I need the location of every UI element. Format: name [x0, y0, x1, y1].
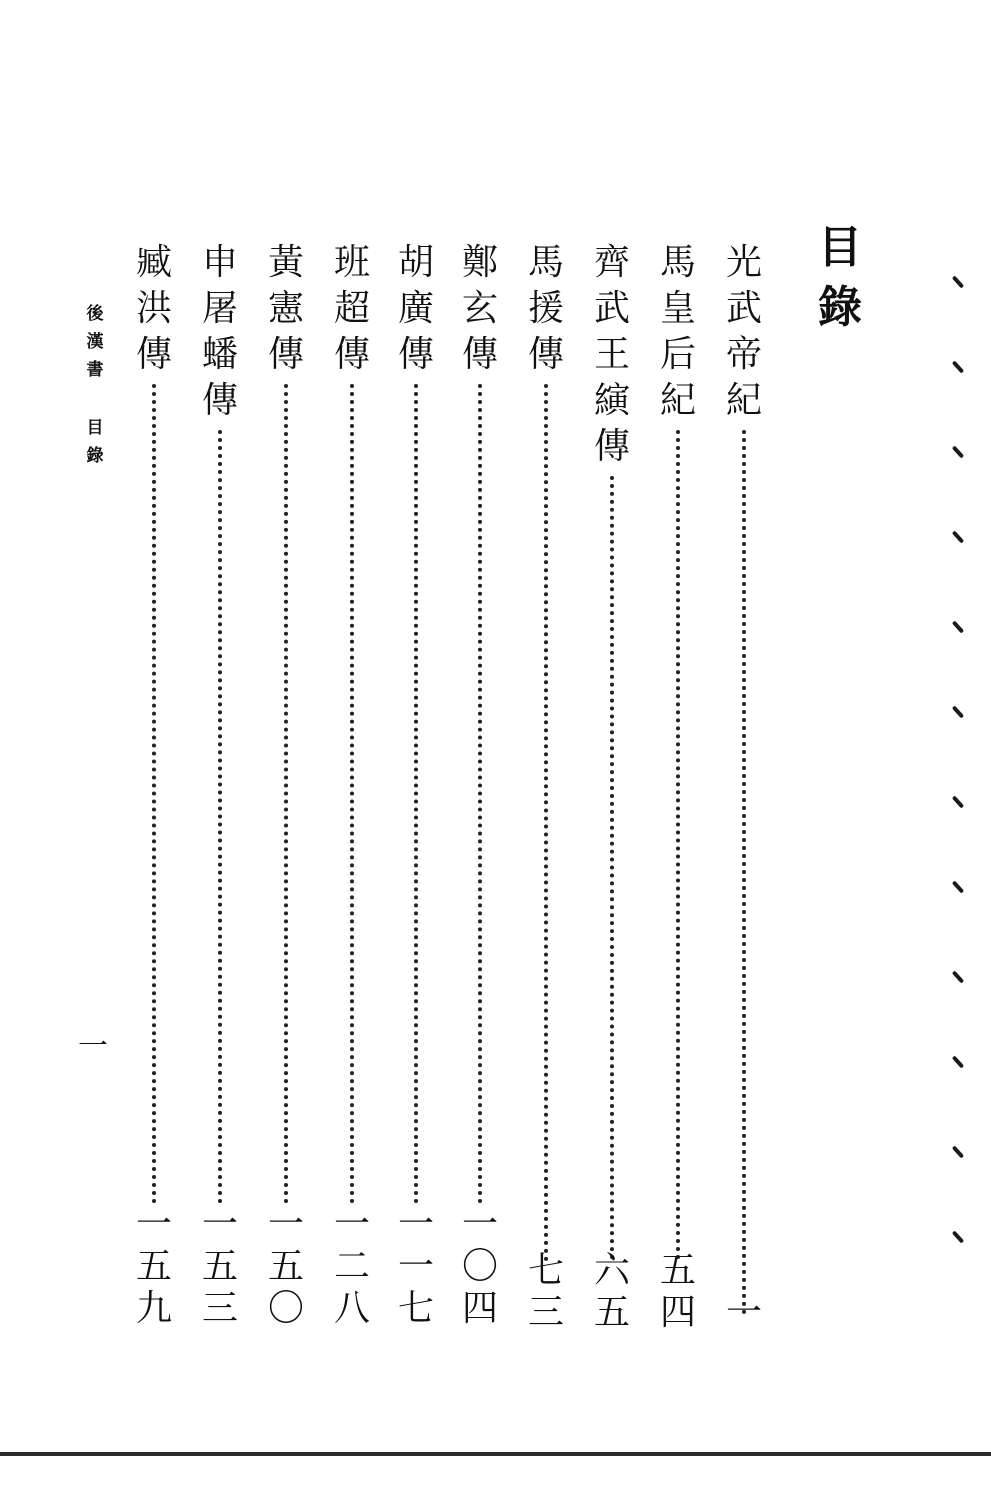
entry-page-number: 一五三: [201, 1204, 238, 1329]
toc-heading: 目錄: [818, 222, 862, 333]
leader-dots: [152, 384, 156, 1204]
leader-dots: [284, 384, 288, 1204]
toc-entry: [194, 240, 246, 1329]
entry-page-number: 一: [725, 1292, 762, 1333]
margin-tick-marks: [945, 260, 975, 1260]
leader-dots: [350, 384, 354, 1204]
entry-title: 馬援傳: [527, 242, 564, 375]
entry-page-number: 一一七: [397, 1204, 434, 1329]
toc-entry: [326, 240, 378, 1329]
leader-dots: [218, 430, 222, 1204]
toc-entry: [390, 240, 442, 1329]
entry-page-number: 五四: [659, 1250, 696, 1333]
entry-page-number: 六五: [593, 1250, 630, 1333]
running-header-book: 後漢書: [86, 304, 104, 380]
toc-entry: [652, 240, 704, 1333]
toc-entry: [718, 240, 770, 1333]
leader-dots: [676, 430, 680, 1260]
tick-mark: [952, 1145, 964, 1158]
toc-entry: [586, 240, 638, 1333]
leader-dots: [742, 430, 746, 1315]
leader-dots: [478, 384, 482, 1204]
entry-title: 臧洪傳: [135, 242, 172, 375]
running-header-gap: [80, 384, 110, 414]
tick-mark: [952, 1055, 964, 1068]
entry-page-number: 一五〇: [267, 1204, 304, 1329]
toc-entry: [454, 240, 506, 1329]
tick-mark: [952, 880, 964, 893]
entry-page-number: 七三: [527, 1250, 564, 1333]
running-header-section: 目錄: [86, 418, 104, 466]
folio-page-number: 一: [78, 1029, 108, 1064]
entry-title: 胡廣傳: [397, 242, 434, 375]
leader-dots: [610, 476, 614, 1260]
toc-entry: [128, 240, 180, 1329]
tick-mark: [952, 360, 964, 373]
entry-title: 齊武王縯傳: [593, 242, 630, 467]
tick-mark: [952, 620, 964, 633]
tick-mark: [952, 970, 964, 983]
tick-mark: [952, 705, 964, 718]
running-header: [80, 300, 110, 470]
toc-entry: [520, 240, 572, 1333]
entry-title: 馬皇后紀: [659, 242, 696, 421]
entry-title: 鄭玄傳: [461, 242, 498, 375]
tick-mark: [952, 530, 964, 543]
entry-title: 申屠蟠傳: [201, 242, 238, 421]
tick-mark: [952, 795, 964, 808]
entry-title: 光武帝紀: [725, 242, 762, 421]
tick-mark: [952, 275, 964, 288]
leader-dots: [414, 384, 418, 1204]
leader-dots: [544, 384, 548, 1262]
entry-page-number: 一二八: [333, 1204, 370, 1329]
tick-mark: [952, 1230, 964, 1243]
entry-title: 班超傳: [333, 242, 370, 375]
entry-title: 黃憲傳: [267, 242, 304, 375]
tick-mark: [952, 445, 964, 458]
toc-entry: [260, 240, 312, 1329]
entry-page-number: 一五九: [135, 1204, 172, 1329]
entry-page-number: 一〇四: [461, 1204, 498, 1329]
page-bottom-edge: [0, 1452, 991, 1456]
